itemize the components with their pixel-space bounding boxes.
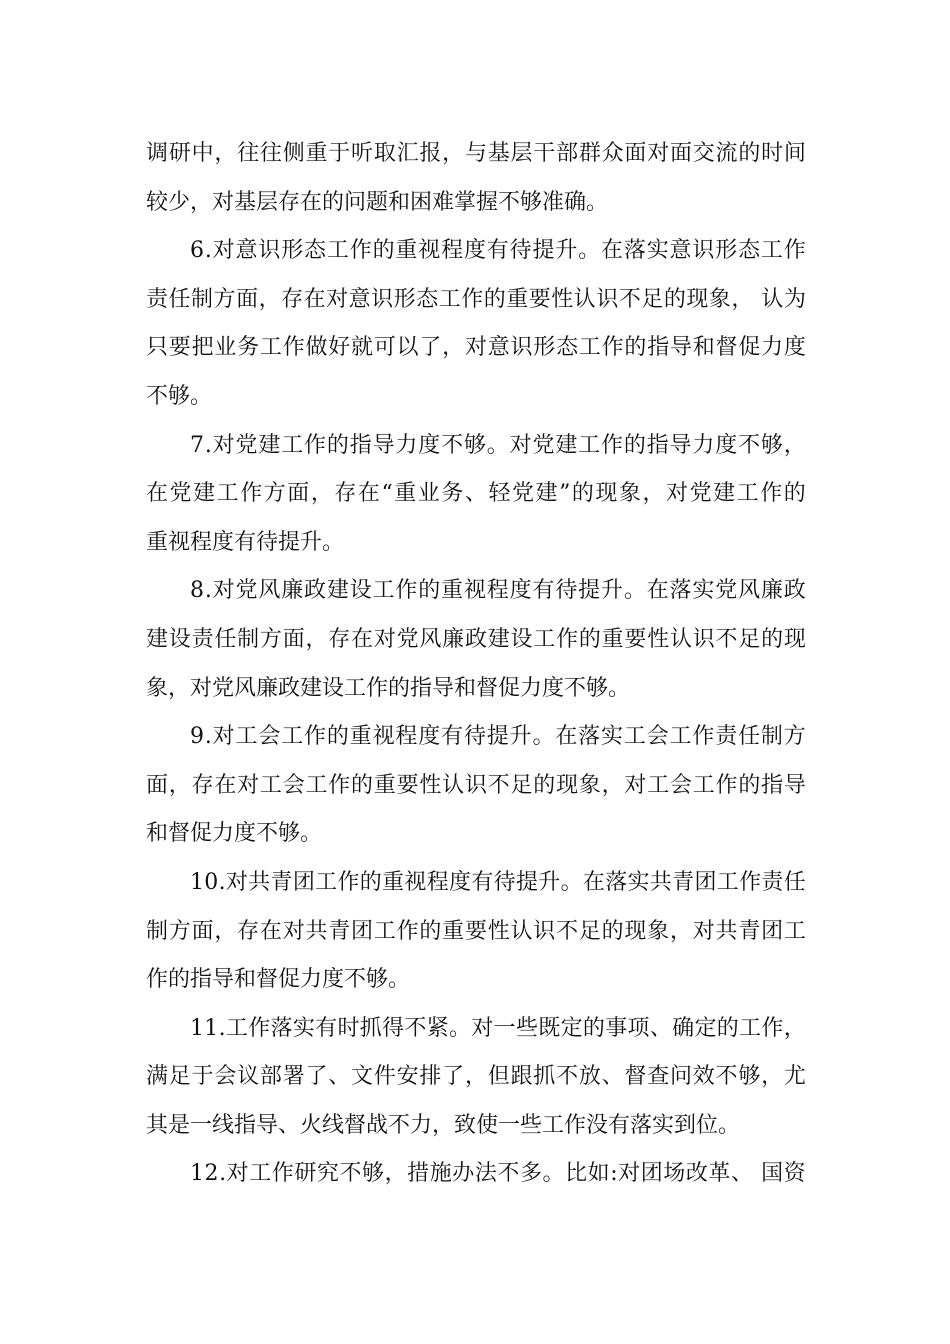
text-line: 调 研 中 ， 往 往 侧 重 于 听 取 汇 报 ， 与 基 层 干 部 群 众 面 对 面 交 流 的 时 间 (146, 141, 806, 166)
text-line: 象，对党风廉政建设工作的指导和督促力度不够。 (146, 675, 631, 701)
text-line: 和督促力度不够。 (146, 821, 323, 847)
text-line: 满 足 于 会 议 部 署 了 、 文 件 安 排 了 ， 但 跟 抓 不 放 、 督 查 问 效 不 够 ， 尤 (146, 1064, 806, 1090)
text-line: 其是一线指导、火线督战不力，致使一些工作没有落实到位。 (146, 1112, 741, 1138)
text-line: 制 方 面 ， 存 在 对 共 青 团 工 作 的 重 要 性 认 识 不 足 的 现 象 ， 对 共 青 团 工 (146, 918, 806, 944)
text-line: 1 1 . 工 作 落 实 有 时 抓 得 不 紧 。 对 一 些 既 定 的 事 项 、 确 定 的 工 作 ， (190, 1015, 806, 1041)
text-line: 6 . 对 意 识 形 态 工 作 的 重 视 程 度 有 待 提 升 。 在 落 实 意 识 形 态 工 作 (190, 238, 806, 264)
text-line: 在 党 建 工 作 方 面 ， 存 在 “ 重 业 务 、 轻 党 建 ” 的 现 象 ， 对 党 建 工 作 的 (146, 481, 806, 507)
text-line: 面 ， 存 在 对 工 会 工 作 的 重 要 性 认 识 不 足 的 现 象 ， 对 工 会 工 作 的 指 导 (146, 772, 806, 798)
text-line: 7 . 对 党 建 工 作 的 指 导 力 度 不 够 。 对 党 建 工 作 的 指 导 力 度 不 够 ， (190, 432, 806, 458)
text-line: 9 . 对 工 会 工 作 的 重 视 程 度 有 待 提 升 。 在 落 实 工 会 工 作 责 任 制 方 (190, 724, 806, 750)
text-line: 重视程度有待提升。 (146, 529, 345, 555)
text-line: 1 2 . 对 工 作 研 究 不 够 ， 措 施 办 法 不 多 。 比 如 : 对 团 场 改 革 、 国 资 (190, 1161, 806, 1187)
text-line: 责 任 制 方 面 ， 存 在 对 意 识 形 态 工 作 的 重 要 性 认 识 不 足 的 现 象 ， 认 为 (146, 286, 806, 312)
text-line: 作的指导和督促力度不够。 (146, 967, 411, 993)
text-line: 较少，对基层存在的问题和困难掌握不够准确。 (146, 189, 609, 215)
body-text (146, 130, 806, 1199)
text-line: 只 要 把 业 务 工 作 做 好 就 可 以 了 ， 对 意 识 形 态 工 作 的 指 导 和 督 促 力 度 (146, 335, 806, 361)
text-line: 1 0 . 对 共 青 团 工 作 的 重 视 程 度 有 待 提 升 。 在 落 实 共 青 团 工 作 责 任 (190, 869, 806, 895)
text-line: 8 . 对 党 风 廉 政 建 设 工 作 的 重 视 程 度 有 待 提 升 。 在 落 实 党 风 廉 政 (190, 578, 806, 604)
text-line: 建 设 责 任 制 方 面 ， 存 在 对 党 风 廉 政 建 设 工 作 的 重 要 性 认 识 不 足 的 现 (146, 626, 806, 652)
text-line: 不够。 (146, 383, 213, 409)
